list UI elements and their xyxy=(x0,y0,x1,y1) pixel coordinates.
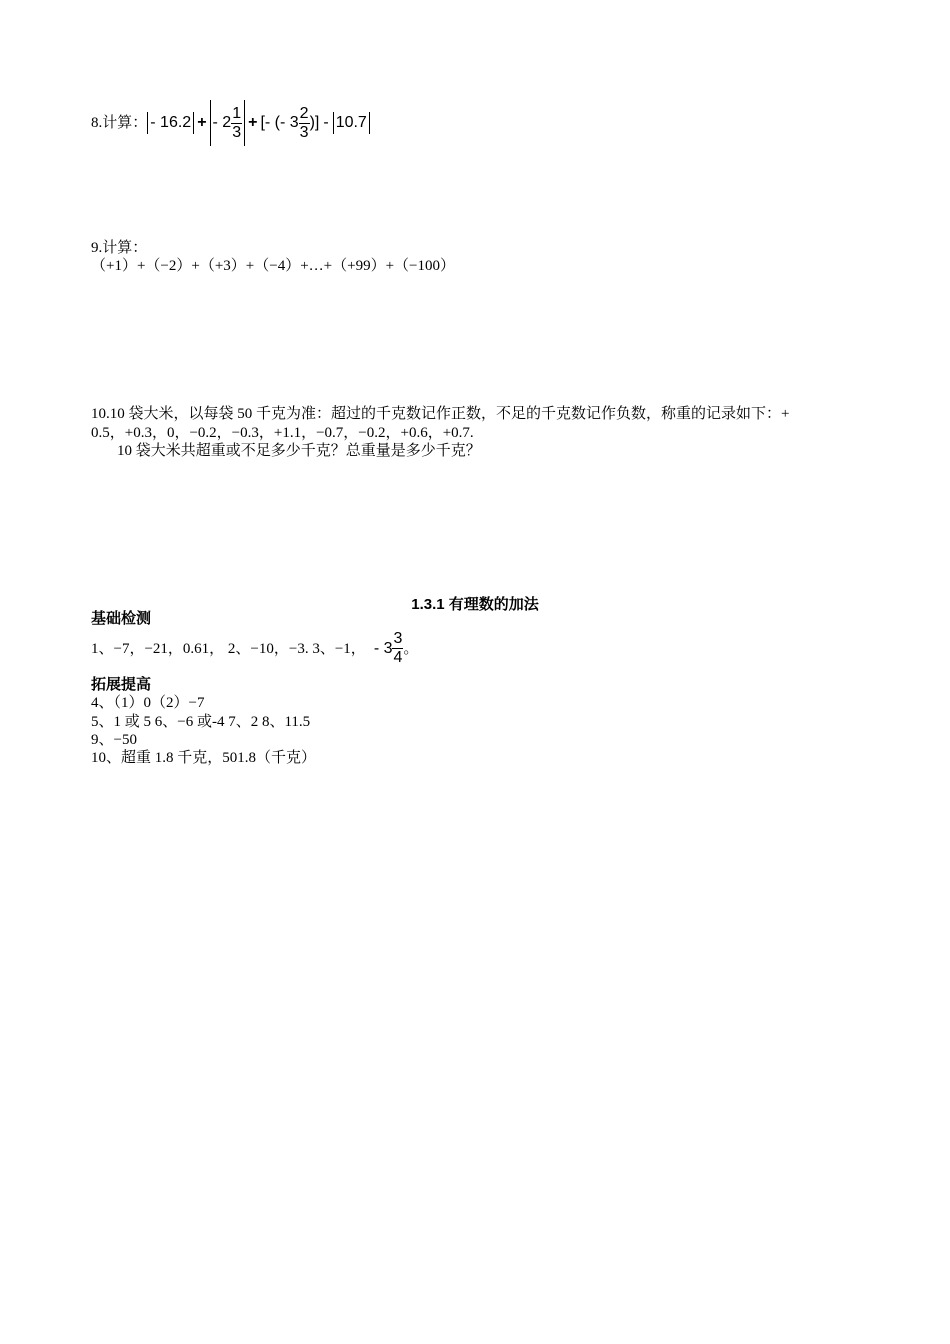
abs-term-4: 10.7 xyxy=(333,112,370,134)
answer-10: 10、超重 1.8 千克，501.8（千克） xyxy=(91,750,317,766)
question-10-line-3: 10 袋大米共超重或不足多少千克？总重量是多少千克？ xyxy=(117,443,481,459)
question-8-expression xyxy=(147,100,370,146)
minus-sign: - xyxy=(323,114,329,131)
denominator: 4 xyxy=(393,649,403,666)
plus-sign: + xyxy=(248,114,258,131)
question-10-line-2: 0.5，+0.3，0，−0.2，−0.3，+1.1，−0.7，−0.2，+0.6，+0.7. xyxy=(91,425,474,441)
answer-4: 4、（1）0（2）−7 xyxy=(91,695,205,711)
denominator: 3 xyxy=(232,123,242,141)
bracket-term-suffix: )] xyxy=(309,114,320,131)
answer-5-8: 5、1 或 5 6、−6 或-4 7、2 8、11.5 xyxy=(91,714,311,730)
fraction xyxy=(299,105,310,142)
question-9-label: 9.计算： xyxy=(91,240,148,256)
answer-1 xyxy=(91,630,418,667)
fraction xyxy=(231,105,242,142)
numerator: 3 xyxy=(393,630,403,647)
denominator: 3 xyxy=(299,123,309,141)
mixed-number-whole: - 2 xyxy=(212,114,232,131)
bracket-term-prefix: [- (- 3 xyxy=(260,114,299,131)
plus-sign: + xyxy=(197,114,207,131)
answer-1-end: 。 xyxy=(403,640,419,657)
numerator: 2 xyxy=(299,104,309,122)
abs-term-2 xyxy=(210,100,246,146)
section-heading-basic: 基础检测 xyxy=(91,610,152,627)
section-heading-extension: 拓展提高 xyxy=(91,676,152,693)
abs-term-1: - 16.2 xyxy=(147,112,194,134)
mixed-number-whole: - 3 xyxy=(373,639,393,657)
question-10-line-1: 10.10 袋大米，以每袋 50 千克为准：超过的千克数记作正数，不足的千克数记作负数，称重的记录如下：+ xyxy=(91,406,790,422)
fraction xyxy=(392,630,403,667)
question-8 xyxy=(91,100,370,146)
question-8-label: 8.计算： xyxy=(91,115,148,131)
answer-9: 9、−50 xyxy=(91,732,137,748)
answer-1-text: 1、−7，−21，0.61， 2、−10，−3. 3、−1， xyxy=(91,640,366,657)
question-9-expression: （+1）+（−2）+（+3）+（−4）+…+（+99）+（−100） xyxy=(91,258,456,274)
numerator: 1 xyxy=(232,104,242,122)
answers-title: 1.3.1 有理数的加法 xyxy=(411,596,539,613)
answer-1-mixed-number xyxy=(374,630,404,667)
